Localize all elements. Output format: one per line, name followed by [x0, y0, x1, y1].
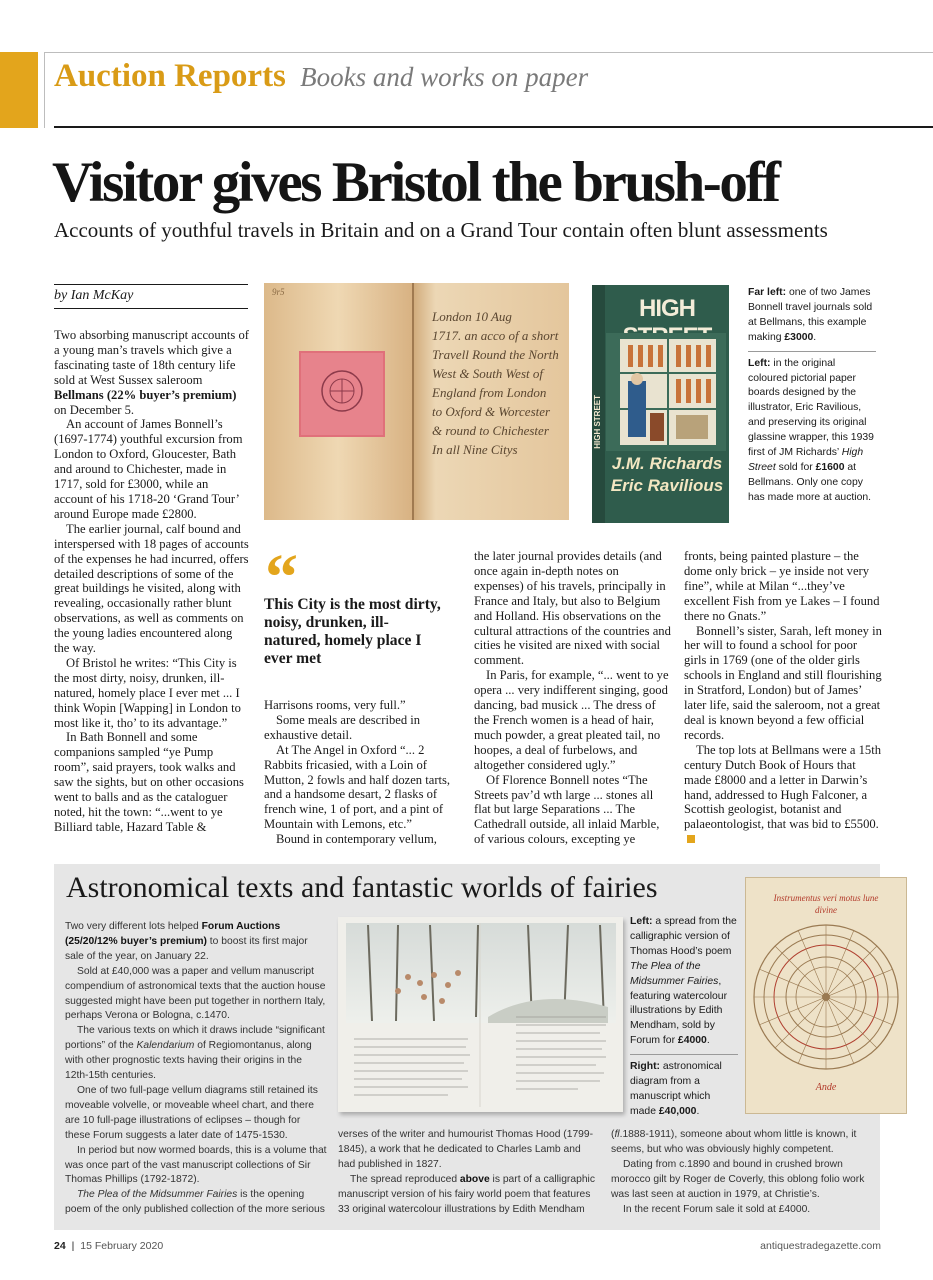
paragraph: Sold at £40,000 was a paper and vellum manuscript compendium of astronomical texts that the auction house suggested might have been put together in northern Italy, perhaps Verona or Bologna, c.1470. — [65, 965, 326, 1022]
text-run: is the opening poem of the only published collection of the more serious — [65, 1189, 325, 1216]
section-title: Auction Reports — [54, 58, 286, 94]
text-run: The various texts on which it draws include “significant portions” of the — [65, 1025, 325, 1052]
caption-box-left: Left: a spread from the calligraphic version of Thomas Hood’s poem The Plea of the Midsummer Fairies, featuring watercolour illustrations by Edith Mendham, sold by Forum for £4000. — [630, 916, 737, 1047]
section-accent-bar — [0, 52, 38, 128]
top-vertical-rule — [44, 52, 45, 128]
manuscript-line: 1717. an acco of a short — [432, 328, 559, 343]
fairies-watercolour — [338, 917, 623, 1112]
caption-text: in the original coloured pictorial paper boards designed by the illustrator, Eric Ravilious, and preserving its original glassine wrapper, this 1939 first of JM Richards’ — [748, 357, 874, 459]
caption-label: Left: — [630, 916, 653, 927]
emphasis: above — [459, 1173, 490, 1185]
paragraph: Some meals are described in exhaustive detail. — [264, 712, 421, 742]
caption-text: , featuring watercolour illustrations by Edith Mendham, sold by Forum for — [630, 975, 728, 1047]
text-run: on December 5. — [54, 402, 135, 417]
paragraph: An account of James Bonnell’s (1697-1774) youthful excursion from London to Oxford, Gloucester, Bath and around to Chichester, made in 1717, sold for £3000, while an account of his 1718-20 ‘Grand Tour’ around Europe made £2800. — [54, 417, 243, 521]
paragraph — [684, 743, 882, 847]
box-column-2 — [338, 1128, 600, 1217]
paragraph — [611, 1128, 869, 1158]
paragraph: In Bath Bonnell and some companions sampled “ye Pump room”, said prayers, took walks and saw the sights, but on other occasions went to balls and as the cataloguer noted, hit the town: “...went to ye Billiard table, Hazard Table & — [54, 730, 244, 834]
paragraph: In the recent Forum sale it sold at £4000. — [623, 1203, 811, 1215]
auction-house-name: Bellmans (22% buyer’s premium) — [54, 387, 237, 402]
paragraph: One of two full-page vellum diagrams still retained its moveable volvelle, or moveable wheel chart, and there are 10 full-page illustrations of eclipses – though for these Forum suggests a later date of 1475-1530. — [65, 1084, 318, 1141]
text-run: to boost its first major sale of the year, on January 22. — [65, 935, 308, 962]
caption-price: £1600 — [815, 461, 845, 473]
caption-price: £4000 — [677, 1035, 707, 1047]
header-rule — [54, 126, 933, 128]
caption-price: £3000 — [784, 331, 814, 343]
work-title: The Plea of the Midsummer Fairies — [77, 1189, 238, 1201]
spine-title: HIGH STREET — [593, 395, 602, 449]
caption-text: at Bellmans. Only one copy has made more at auction. — [748, 461, 872, 503]
paragraph: Harrisons rooms, very full.” — [264, 698, 406, 712]
caption-label: Far left: — [748, 287, 787, 298]
text-run: Two very different lots helped — [65, 921, 202, 932]
book-authors — [606, 453, 728, 497]
paragraph: the later journal provides details (and once again in-depth notes on expenses) of his travels, principally in France and Italy, but also to Belgium and Holland. His observations on the cultural attractions of the countries and cities he visited are nixed with social comment. — [474, 549, 671, 668]
caption-book-title: High Street — [748, 447, 864, 473]
manuscript-line: & round to Chichester — [432, 423, 549, 438]
section-header — [54, 58, 588, 95]
manuscript-line: England from London — [432, 385, 547, 400]
text-run: The spread reproduced — [350, 1173, 460, 1185]
paragraph: The earlier journal, calf bound and interspersed with 18 pages of accounts of the expenses he had incurred, offers detailed descriptions of some of the great buildings he visited, along with revealing, occasionally rather blunt observations, as well as comments on the young ladies encountered along the way. — [54, 521, 249, 656]
article-column-2 — [264, 698, 460, 847]
paragraph: Dating from c.1890 and bound in crushed brown morocco gilt by Roger de Coverly, this oblong folio work was last seen at auction in 1979, at Christie’s. — [611, 1158, 865, 1200]
text-run: is part of a calligraphic manuscript version of his fairy world poem that features 33 original watercolour illustrations by Edith Mendham — [338, 1173, 595, 1215]
text-run: Two absorbing manuscript accounts of a young man’s travels which give a fascinating taste of 18th century life sold at West Sussex saleroom — [54, 328, 249, 387]
box-captions — [630, 915, 738, 1120]
diagram-footer: Ande — [815, 1082, 837, 1093]
caption-price: £40,000 — [658, 1105, 697, 1117]
manuscript-text — [432, 307, 568, 459]
caption-poem-title: The Plea of the Midsummer Fairies — [630, 960, 719, 987]
section-subtitle: Books and works on paper — [300, 62, 589, 92]
paragraph — [65, 1024, 327, 1084]
manuscript-line: In all Nine Citys — [432, 442, 518, 457]
diagram-heading-line: Instrumentus veri motus lune — [773, 893, 879, 903]
caption-label: Left: — [748, 357, 771, 369]
footer-left — [54, 1240, 163, 1252]
caption-left — [748, 357, 876, 506]
caption-label: Right: — [630, 1061, 661, 1073]
manuscript-line: London 10 Aug — [432, 309, 512, 324]
astronomical-diagram-image — [745, 877, 907, 1114]
text-run: of Regiomontanus, along with other prognostic texts having their origins in the 12th-15th centuries. — [65, 1040, 312, 1082]
footer-site[interactable]: antiquestradegazette.com — [760, 1240, 881, 1252]
paragraph: fronts, being painted plasture – the dome only brick – ye inside not very fine”, while at Milan “...they’ve excellent Fish from ye Lakes – I found there no Gnats.” — [684, 549, 880, 623]
article-column-3 — [474, 549, 671, 847]
caption-text: sold for — [775, 461, 816, 473]
text-run: ( — [611, 1129, 615, 1140]
book-cover-image — [592, 285, 729, 523]
byline-rule-bottom — [54, 308, 248, 309]
page-number: 24 — [54, 1240, 66, 1252]
byline: by Ian McKay — [54, 288, 134, 303]
paragraph — [65, 920, 327, 965]
box-title: Astronomical texts and fantastic worlds of fairies — [66, 871, 658, 904]
text-run: The top lots at Bellmans were a 15th century Dutch Book of Hours that made £8000 and a letter in Darwin’s hand, addressed to Hugh Falconer, a Scottish geologist, botanist and palaeontologist, that was bid to £5500. — [684, 742, 882, 832]
diagram-heading — [746, 892, 906, 916]
paragraph: verses of the writer and humourist Thomas Hood (1799-1845), a work that he dedicated to Charles Lamb and had published in 1827. — [338, 1129, 594, 1170]
work-title: Kalendarium — [136, 1040, 195, 1052]
author-name: Eric Ravilious — [610, 476, 724, 495]
footer-separator: | — [71, 1240, 75, 1252]
box-column-1 — [65, 920, 327, 1218]
caption-text: a spread from the calligraphic version of Thomas Hood’s poem — [630, 916, 737, 957]
paragraph — [65, 1188, 327, 1218]
paragraph: Bound in contemporary vellum, — [276, 832, 437, 847]
top-rule — [44, 52, 933, 53]
standfirst: Accounts of youthful travels in Britain and on a Grand Tour contain often blunt assessments — [54, 218, 828, 242]
pull-quote: This City is the most dirty, noisy, drunken, ill-natured, homely place I ever met — [264, 596, 441, 667]
journal-image — [264, 283, 569, 520]
manuscript-line: West & South West of — [432, 366, 543, 381]
image-captions — [748, 286, 876, 506]
paragraph: Of Bristol he writes: “This City is the most dirty, noisy, drunken, ill-natured, homely place I ever met ... I think Wopin [Wapping] in London to most like it, tho’ to its advantage.” — [54, 655, 241, 730]
paragraph: Of Florence Bonnell notes “The Streets pav’d wth large ... stones all flat but large Separations ... The Cathedrall outside, all inlaid Marble, of various colours, excepting ye — [474, 772, 660, 847]
fairies-spread-image — [338, 917, 623, 1112]
caption-far-left: Far left: one of two James Bonnell travel journals sold at Bellmans, this example making £3000. — [748, 287, 873, 343]
svg-text:9r5: 9r5 — [272, 287, 285, 297]
abbreviation: fl — [614, 1129, 620, 1140]
manuscript-line: to Oxford & Worcester — [432, 404, 551, 419]
quote-mark-icon: “ — [265, 541, 298, 614]
volvelle-wheel — [751, 922, 901, 1072]
paragraph — [338, 1173, 600, 1218]
paragraph: Bonnell’s sister, Sarah, left money in her will to found a school for poor girls in 1769 (one of the older girls schools in England and still flourishing in Stratford, London) but of James’ later life, said the saleroom, not a great deal is known beyond a few official records. — [684, 623, 882, 742]
manuscript-line: Travell Round the North — [432, 347, 559, 362]
caption-divider — [630, 1054, 738, 1055]
author-name: J.M. Richards — [611, 454, 723, 473]
headline: Visitor gives Bristol the brush-off — [52, 151, 779, 214]
shop-window-illustration — [606, 333, 726, 451]
article-column-1 — [54, 328, 250, 835]
end-mark-icon — [687, 835, 695, 843]
caption-text: astronomical diagram from a manuscript which made — [630, 1061, 722, 1117]
paragraph — [54, 328, 250, 417]
book-title: HIGH — [639, 295, 695, 322]
paragraph: In period but now wormed boards, this is a volume that was once part of the vast manuscript collections of Sir Thomas Phillips (1792-1872). — [65, 1144, 327, 1186]
paragraph: At The Angel in Oxford “... 2 Rabbits fricasied, with a Loin of Mutton, 2 fowls and half dozen tarts, and a handsome desart, 2 flasks of french wine, 1 of port, and a pint of Mountain with Lemons, etc.” — [264, 742, 451, 832]
auction-house-name: Forum Auctions (25/20/12% buyer’s premium) — [65, 921, 281, 947]
byline-rule-top — [54, 284, 248, 285]
issue-date: 15 February 2020 — [80, 1240, 164, 1252]
paragraph: In Paris, for example, “... went to ye opera ... very indifferent singing, good dancing, bad musick ... The dress of the French women is a head of hair, much powder, a great pleated tail, no hoopes, a deal of furbelows, and altogether considered ugly.” — [474, 668, 669, 772]
caption-divider — [748, 351, 876, 352]
article-column-4 — [684, 549, 882, 847]
diagram-heading-line: divine — [815, 905, 837, 915]
caption-box-right: Right: astronomical diagram from a manuscript which made £40,000. — [630, 1061, 722, 1117]
box-column-3 — [611, 1128, 869, 1217]
text-run: .1888-1911), someone about whom little is known, it seems, but who was obviously highly competent. — [611, 1129, 857, 1155]
caption-text: one of two James Bonnell travel journals sold at Bellmans, this example making — [748, 287, 873, 343]
